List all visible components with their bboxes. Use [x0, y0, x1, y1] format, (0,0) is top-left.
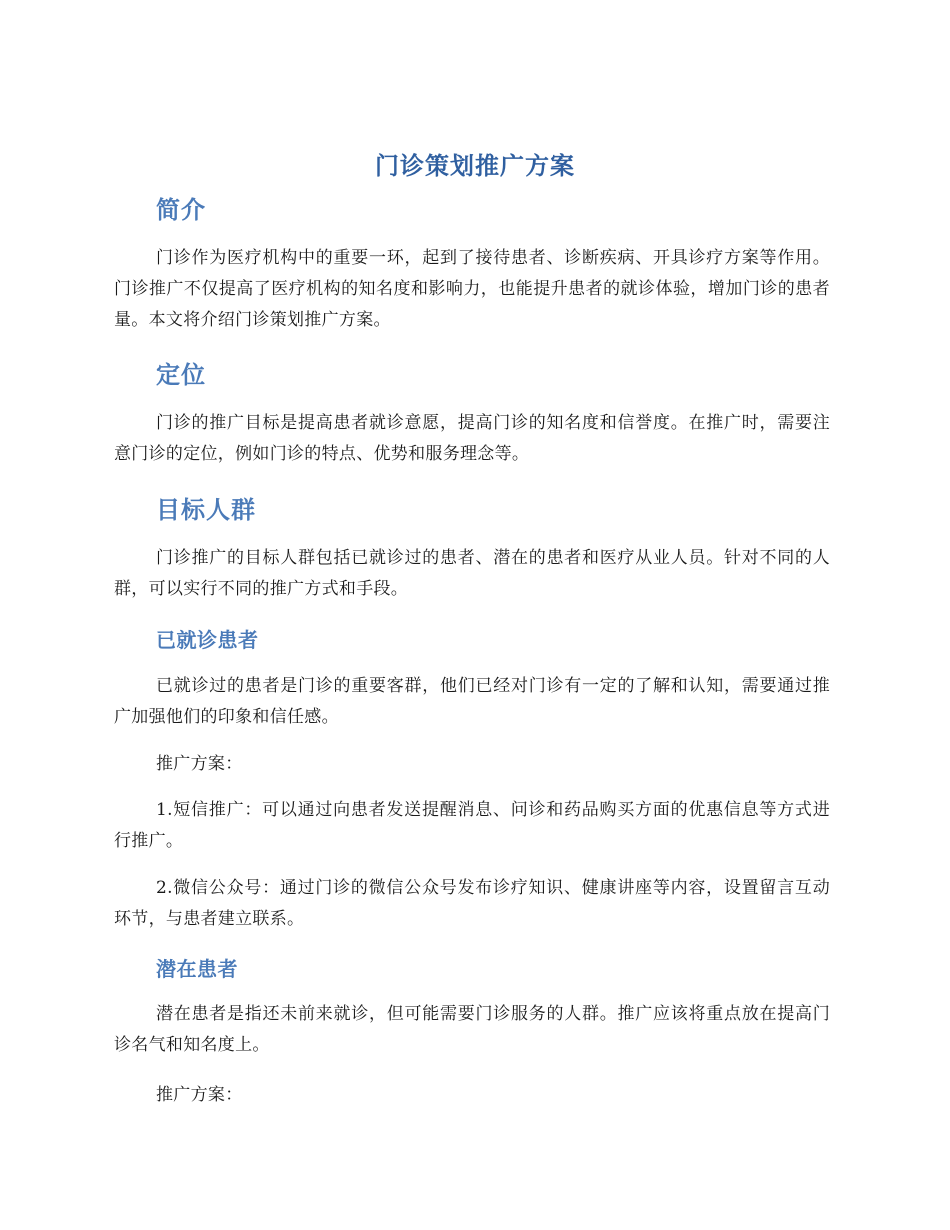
plan-label-potential: 推广方案：: [156, 1085, 243, 1105]
paragraph-potential-patients: 潜在患者是指还未前来就诊，但可能需要门诊服务的人群。推广应该将重点放在提高门诊名气和知名度上。: [114, 1004, 830, 1055]
plan-item-wechat: 2.微信公众号：通过门诊的微信公众号发布诊疗知识、健康讲座等内容，设置留言互动环节，与患者建立联系。: [114, 878, 830, 929]
paragraph-positioning: 门诊的推广目标是提高患者就诊意愿，提高门诊的知名度和信誉度。在推广时，需要注意门诊的定位，例如门诊的特点、优势和服务理念等。: [114, 413, 830, 464]
plan-label-existing: 推广方案：: [156, 754, 243, 774]
heading-existing-patients: 已就诊患者: [156, 628, 259, 652]
paragraph-existing-patients: 已就诊过的患者是门诊的重要客群，他们已经对门诊有一定的了解和认知，需要通过推广加强他们的印象和信任感。: [114, 676, 830, 727]
heading-intro: 简介: [156, 196, 206, 224]
document-title: 门诊策划推广方案: [375, 152, 575, 180]
heading-target: 目标人群: [156, 496, 256, 524]
heading-positioning: 定位: [156, 361, 206, 389]
paragraph-intro: 门诊作为医疗机构中的重要一环，起到了接待患者、诊断疾病、开具诊疗方案等作用。门诊推广不仅提高了医疗机构的知名度和影响力，也能提升患者的就诊体验，增加门诊的患者量。本文将介绍门诊策划推广方案。: [114, 248, 830, 330]
paragraph-target: 门诊推广的目标人群包括已就诊过的患者、潜在的患者和医疗从业人员。针对不同的人群，可以实行不同的推广方式和手段。: [114, 548, 830, 599]
heading-potential-patients: 潜在患者: [156, 957, 238, 981]
plan-item-sms: 1.短信推广：可以通过向患者发送提醒消息、问诊和药品购买方面的优惠信息等方式进行推广。: [114, 800, 830, 851]
